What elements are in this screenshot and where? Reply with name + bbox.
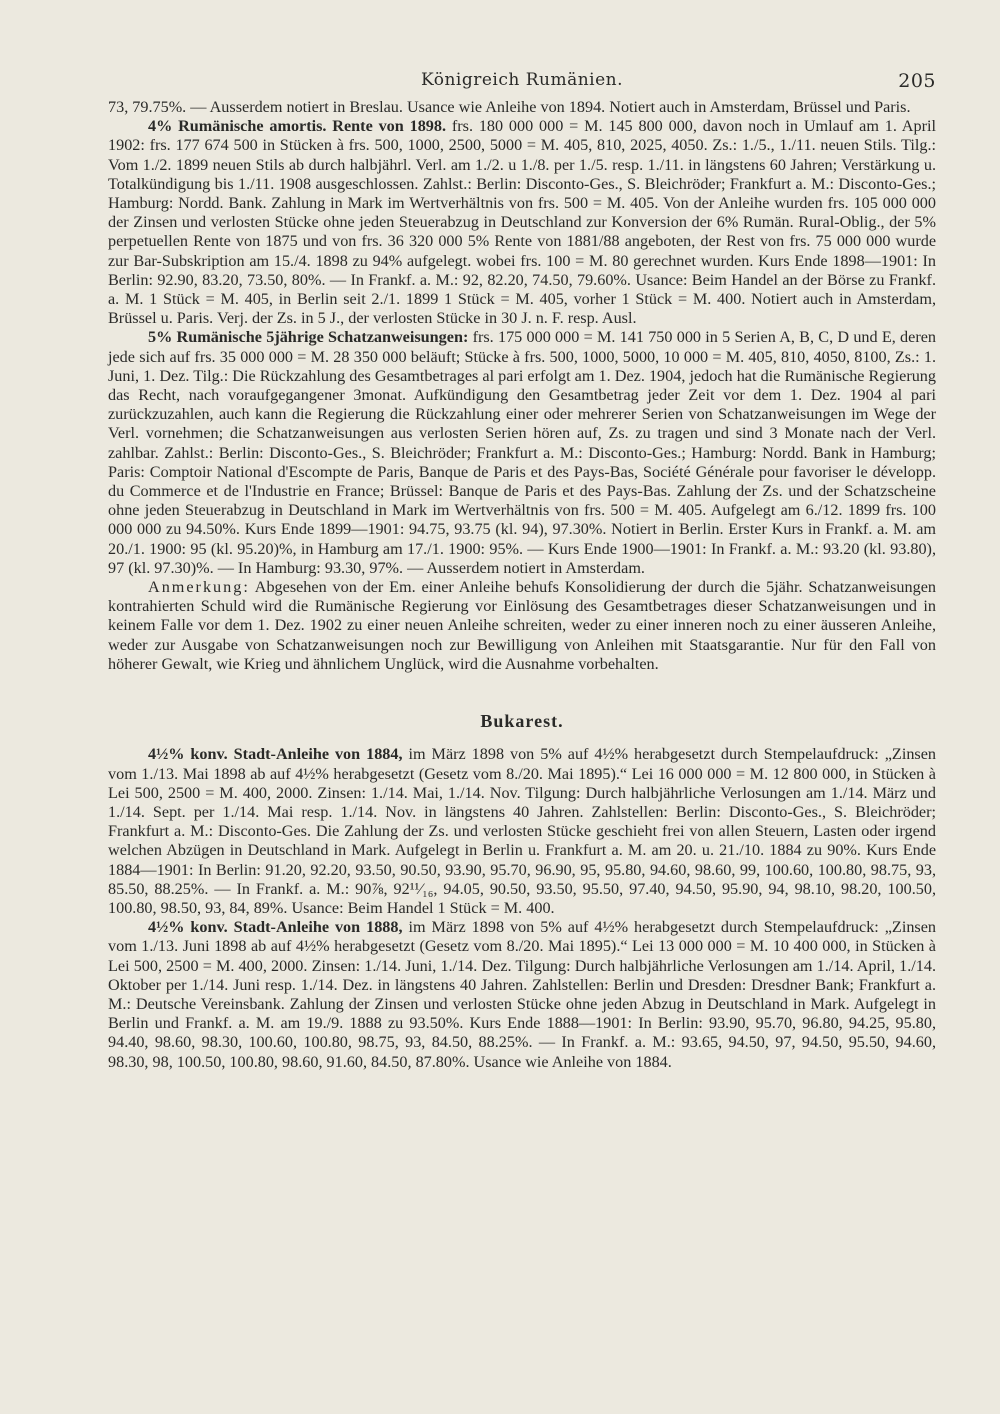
page-header	[108, 64, 936, 98]
paragraph-text: frs. 175 000 000 = M. 141 750 000 in 5 Serien A, B, C, D und E, deren jede sich auf frs. 35 000 000 = M. 28 350 000 beläuft; Stücke à frs. 500, 1000, 5000, 10 000 = M. 405, 810, 4050, 8100, Zs.: 1. Juni, 1. Dez. Tilg.: Die Rückzahlung des Gesamtbetrages al pari erfolgt am 1. Dez. 1904, jedoch hat die Rumänische Regierung das Recht, nach voraufgegangener 3monat. Aufkündigung den Gesamtbetrag jeder Zeit vor dem 1. Dez. 1904 al pari zurückzuzahlen, auch kann die Regierung die Rückzahlung einer oder mehrerer Serien von Schatzanweisungen im Wege der Verl. vornehmen; die Schatzanweisungen aus verlosten Serien hören auf, Zs. zu tragen und sind 3 Monate nach der Verl. zahlbar. Zahlst.: Berlin: Disconto-Ges., S. Bleichröder; Frankfurt a. M.: Disconto-Ges.; Hamburg: Nordd. Bank in Hamburg; Paris: Comptoir National d'Escompte de Paris, Banque de Paris et des Pays-Bas, Société Générale pour favoriser le développ. du Commerce et de l'Industrie en France; Brüssel: Banque de Paris et des Pays-Bas. Zahlung der Zs. und der Schatzscheine ohne jeden Steuerabzug in Deutschland in Mark im Wertverhältnis von frs. 500 = M. 405. Aufgelegt am 6./12. 1899 frs. 100 000 000 zu 94.50%. Kurs Ende 1899—1901: 94.75, 93.75 (kl. 94), 97.30%. Notiert in Berlin. Erster Kurs in Frankf. a. M. am 20./1. 1900: 95 (kl. 95.20)%, in Hamburg am 17./1. 1900: 95%. — Kurs Ende 1900—1901: In Frankf. a. M.: 93.20 (kl. 93.80), 97 (kl. 97.30)%. — In Hamburg: 93.30, 97%. — Ausserdem notiert in Amsterdam.	[108, 328, 936, 577]
page-body	[108, 98, 936, 1072]
paragraph-text: Abgesehen von der Em. einer Anleihe behufs Konsolidierung der durch die 5jähr. Schatzanweisungen kontrahierten Schuld wird die Rumänische Regierung vor Einlösung des Gesamtbetrages dieser Schatzanweisungen und in keinem Falle vor dem 1. Dez. 1902 zu einer neuen Anleihe schreiten, weder zu einer inneren noch zu einer äusseren Anleihe, weder zur Ausgabe von Schatzanweisungen noch zur Bewilligung von Anleihen mit Staatsgarantie. Nur für den Fall von höherer Gewalt, wie Krieg und ähnlichem Unglück, wird die Ausnahme vorbehalten.	[108, 578, 936, 673]
paragraph-lead: Anmerkung:	[148, 578, 250, 597]
paragraph-text: frs. 180 000 000 = M. 145 800 000, davon noch in Umlauf am 1. April 1902: frs. 177 674 500 in Stücken à frs. 500, 1000, 2500, 5000 = M. 405, 810, 2025, 4050. Zs.: 1./5., 1./11. neuen Stils. Tilg.: Vom 1./2. 1899 neuen Stils ab durch halbjährl. Verl. am 1./2. u 1./8. per 1./5. resp. 1./11. in längstens 60 Jahren; Verstärkung u. Totalkündigung bis 1./11. 1908 ausgeschlossen. Zahlst.: Berlin: Disconto-Ges., S. Bleichröder; Frankfurt a. M.: Disconto-Ges.; Hamburg: Nordd. Bank. Zahlung in Mark im Wertverhältnis von frs. 500 = M. 405. Von der Anleihe wurden frs. 105 000 000 der Zinsen und verlosten Stücke ohne jeden Steuerabzug in Deutschland zur Konversion der 6% Rumän. Rural-Oblig., der 5% perpetuellen Rente von 1875 und von frs. 36 320 000 5% Rente von 1881/88 angeboten, der Rest von frs. 75 000 000 wurde zur Bar-Subskription am 15./4. 1898 zu 94% aufgelegt. wobei frs. 100 = M. 80 gerechnet wurden. Kurs Ende 1898—1901: In Berlin: 92.90, 83.20, 73.50, 80%. — In Frankf. a. M.: 92, 82.20, 74.50, 79.60%. Usance: Beim Handel an der Börse zu Frankf. a. M. 1 Stück = M. 405, in Berlin seit 2./1. 1899 1 Stück = M. 405, vorher 1 Stück = M. 400. Notiert auch in Amsterdam, Brüssel u. Paris. Verj. der Zs. in 5 J., der verlosten Stücke in 30 J. n. F. resp. Ausl.	[108, 117, 936, 328]
paragraph-lead: 5% Rumänische 5jährige Schatzanweisungen:	[148, 328, 469, 347]
paragraph-schatzanweisungen	[108, 328, 936, 578]
paragraph-stadt-anleihe-1884	[108, 745, 936, 918]
running-title: Königreich Rumänien.	[420, 70, 624, 90]
paragraph-lead: 4% Rumänische amortis. Rente von 1898.	[148, 117, 447, 136]
paragraph-lead: 4½% konv. Stadt-Anleihe von 1884,	[148, 745, 403, 764]
paragraph-anmerkung	[108, 578, 936, 674]
paragraph-text: im März 1898 von 5% auf 4½% herabgesetzt durch Stempelaufdruck: „Zinsen vom 1./13. Mai 1898 ab auf 4½% herabgesetzt (Gesetz vom 8./20. Mai 1895).“ Lei 16 000 000 = M. 12 800 000, in Stücken à Lei 500, 2500 = M. 400, 2000. Zinsen: 1./14. Mai, 1./14. Nov. Tilgung: Durch halbjährliche Verlosungen am 1./14. März und 1./14. Sept. per 1./14. Mai resp. 1./14. Nov. in längstens 40 Jahren. Zahlstellen: Berlin: Disconto-Ges., S. Bleichröder; Frankfurt a. M.: Disconto-Ges. Die Zahlung der Zs. und verlosten Stücke geschieht frei von allen Steuern, Lasten oder irgend welchen Abzügen in Deutschland in Mark. Aufgelegt in Berlin u. Frankfurt a. M. am 20. u. 21./10. 1884 zu 90%. Kurs Ende 1884—1901: In Berlin: 91.20, 92.20, 93.50, 90.50, 93.90, 95.70, 96.90, 95, 95.80, 94.60, 98.60, 99, 100.60, 100.80, 98.75, 93, 85.50, 88.25%. — In Frankf. a. M.: 90⅞, 92¹¹⁄₁₆, 94.05, 90.50, 93.50, 95.50, 97.40, 94.50, 95.90, 94, 98.10, 98.20, 100.50, 100.80, 98.50, 93, 84, 89%. Usance: Beim Handel 1 Stück = M. 400.	[108, 745, 936, 917]
paragraph-continuation	[108, 98, 936, 117]
paragraph-stadt-anleihe-1888	[108, 918, 936, 1072]
paragraph-lead: 4½% konv. Stadt-Anleihe von 1888,	[148, 918, 403, 937]
paragraph-text: im März 1898 von 5% auf 4½% herabgesetzt durch Stempelaufdruck: „Zinsen vom 1./13. Juni 1898 ab auf 4½% herabgesetzt (Gesetz vom 8./20. Mai 1895).“ Lei 13 000 000 = M. 10 400 000, in Stücken à Lei 500, 2500 = M. 400, 2000. Zinsen: 1./14. Juni, 1./14. Dez. Tilgung: Durch halbjährliche Verlosungen am 1./14. April, 1./14. Oktober per 1./14. Juni resp. 1./14. Dez. in längstens 40 Jahren. Zahlstellen: Berlin und Dresden: Dresdner Bank; Frankfurt a. M.: Deutsche Vereinsbank. Zahlung der Zinsen und verlosten Stücke ohne jeden Abzug in Deutschland in Mark. Aufgelegt in Berlin und Frankf. a. M. am 19./9. 1888 zu 93.50%. Kurs Ende 1888—1901: In Berlin: 93.90, 95.70, 96.80, 94.25, 95.80, 94.40, 98.60, 98.30, 100.60, 100.80, 98.75, 93, 84.50, 88.25%. — In Frankf. a. M.: 93.65, 94.50, 97, 94.50, 95.50, 94.60, 98.30, 98, 100.50, 100.80, 98.60, 91.60, 84.50, 87.80%. Usance wie Anleihe von 1884.	[108, 918, 936, 1071]
paragraph-rente-1898	[108, 117, 936, 328]
page-number: 205	[898, 70, 936, 92]
paragraph-text: 73, 79.75%. — Ausserdem notiert in Breslau. Usance wie Anleihe von 1894. Notiert auch in Amsterdam, Brüssel und Paris.	[108, 98, 911, 116]
section-heading: Bukarest.	[480, 711, 564, 732]
